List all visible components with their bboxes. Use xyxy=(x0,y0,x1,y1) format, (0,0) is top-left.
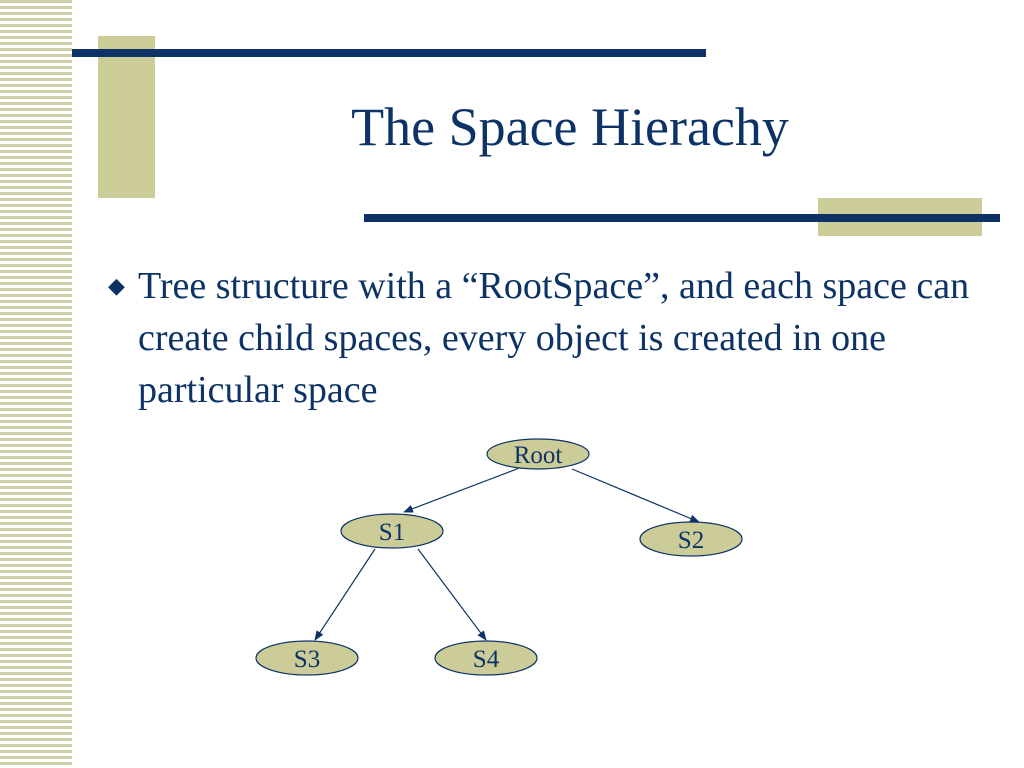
edge-root-s1 xyxy=(404,467,522,512)
node-label-s4: S4 xyxy=(472,646,500,673)
edge-s1-s4 xyxy=(418,549,486,640)
diamond-bullet-icon: ◆ xyxy=(108,273,125,298)
node-label-s3: S3 xyxy=(293,646,321,673)
tree-node-root xyxy=(487,439,589,469)
tree-node-s2 xyxy=(640,522,742,556)
tree-node-s1 xyxy=(341,514,443,548)
bullet-text: Tree structure with a “RootSpace”, and each space can create child spaces, every object is created in one particular space xyxy=(138,265,970,411)
slide-title: The Space Hierachy xyxy=(351,97,789,157)
node-label-s2: S2 xyxy=(677,527,705,554)
edge-s1-s3 xyxy=(315,549,375,640)
tree-node-s4 xyxy=(435,641,537,675)
node-label-s1: S1 xyxy=(378,519,406,546)
tree-node-s3 xyxy=(256,641,358,675)
node-label-root: Root xyxy=(513,442,563,469)
edge-root-s2 xyxy=(572,469,699,522)
